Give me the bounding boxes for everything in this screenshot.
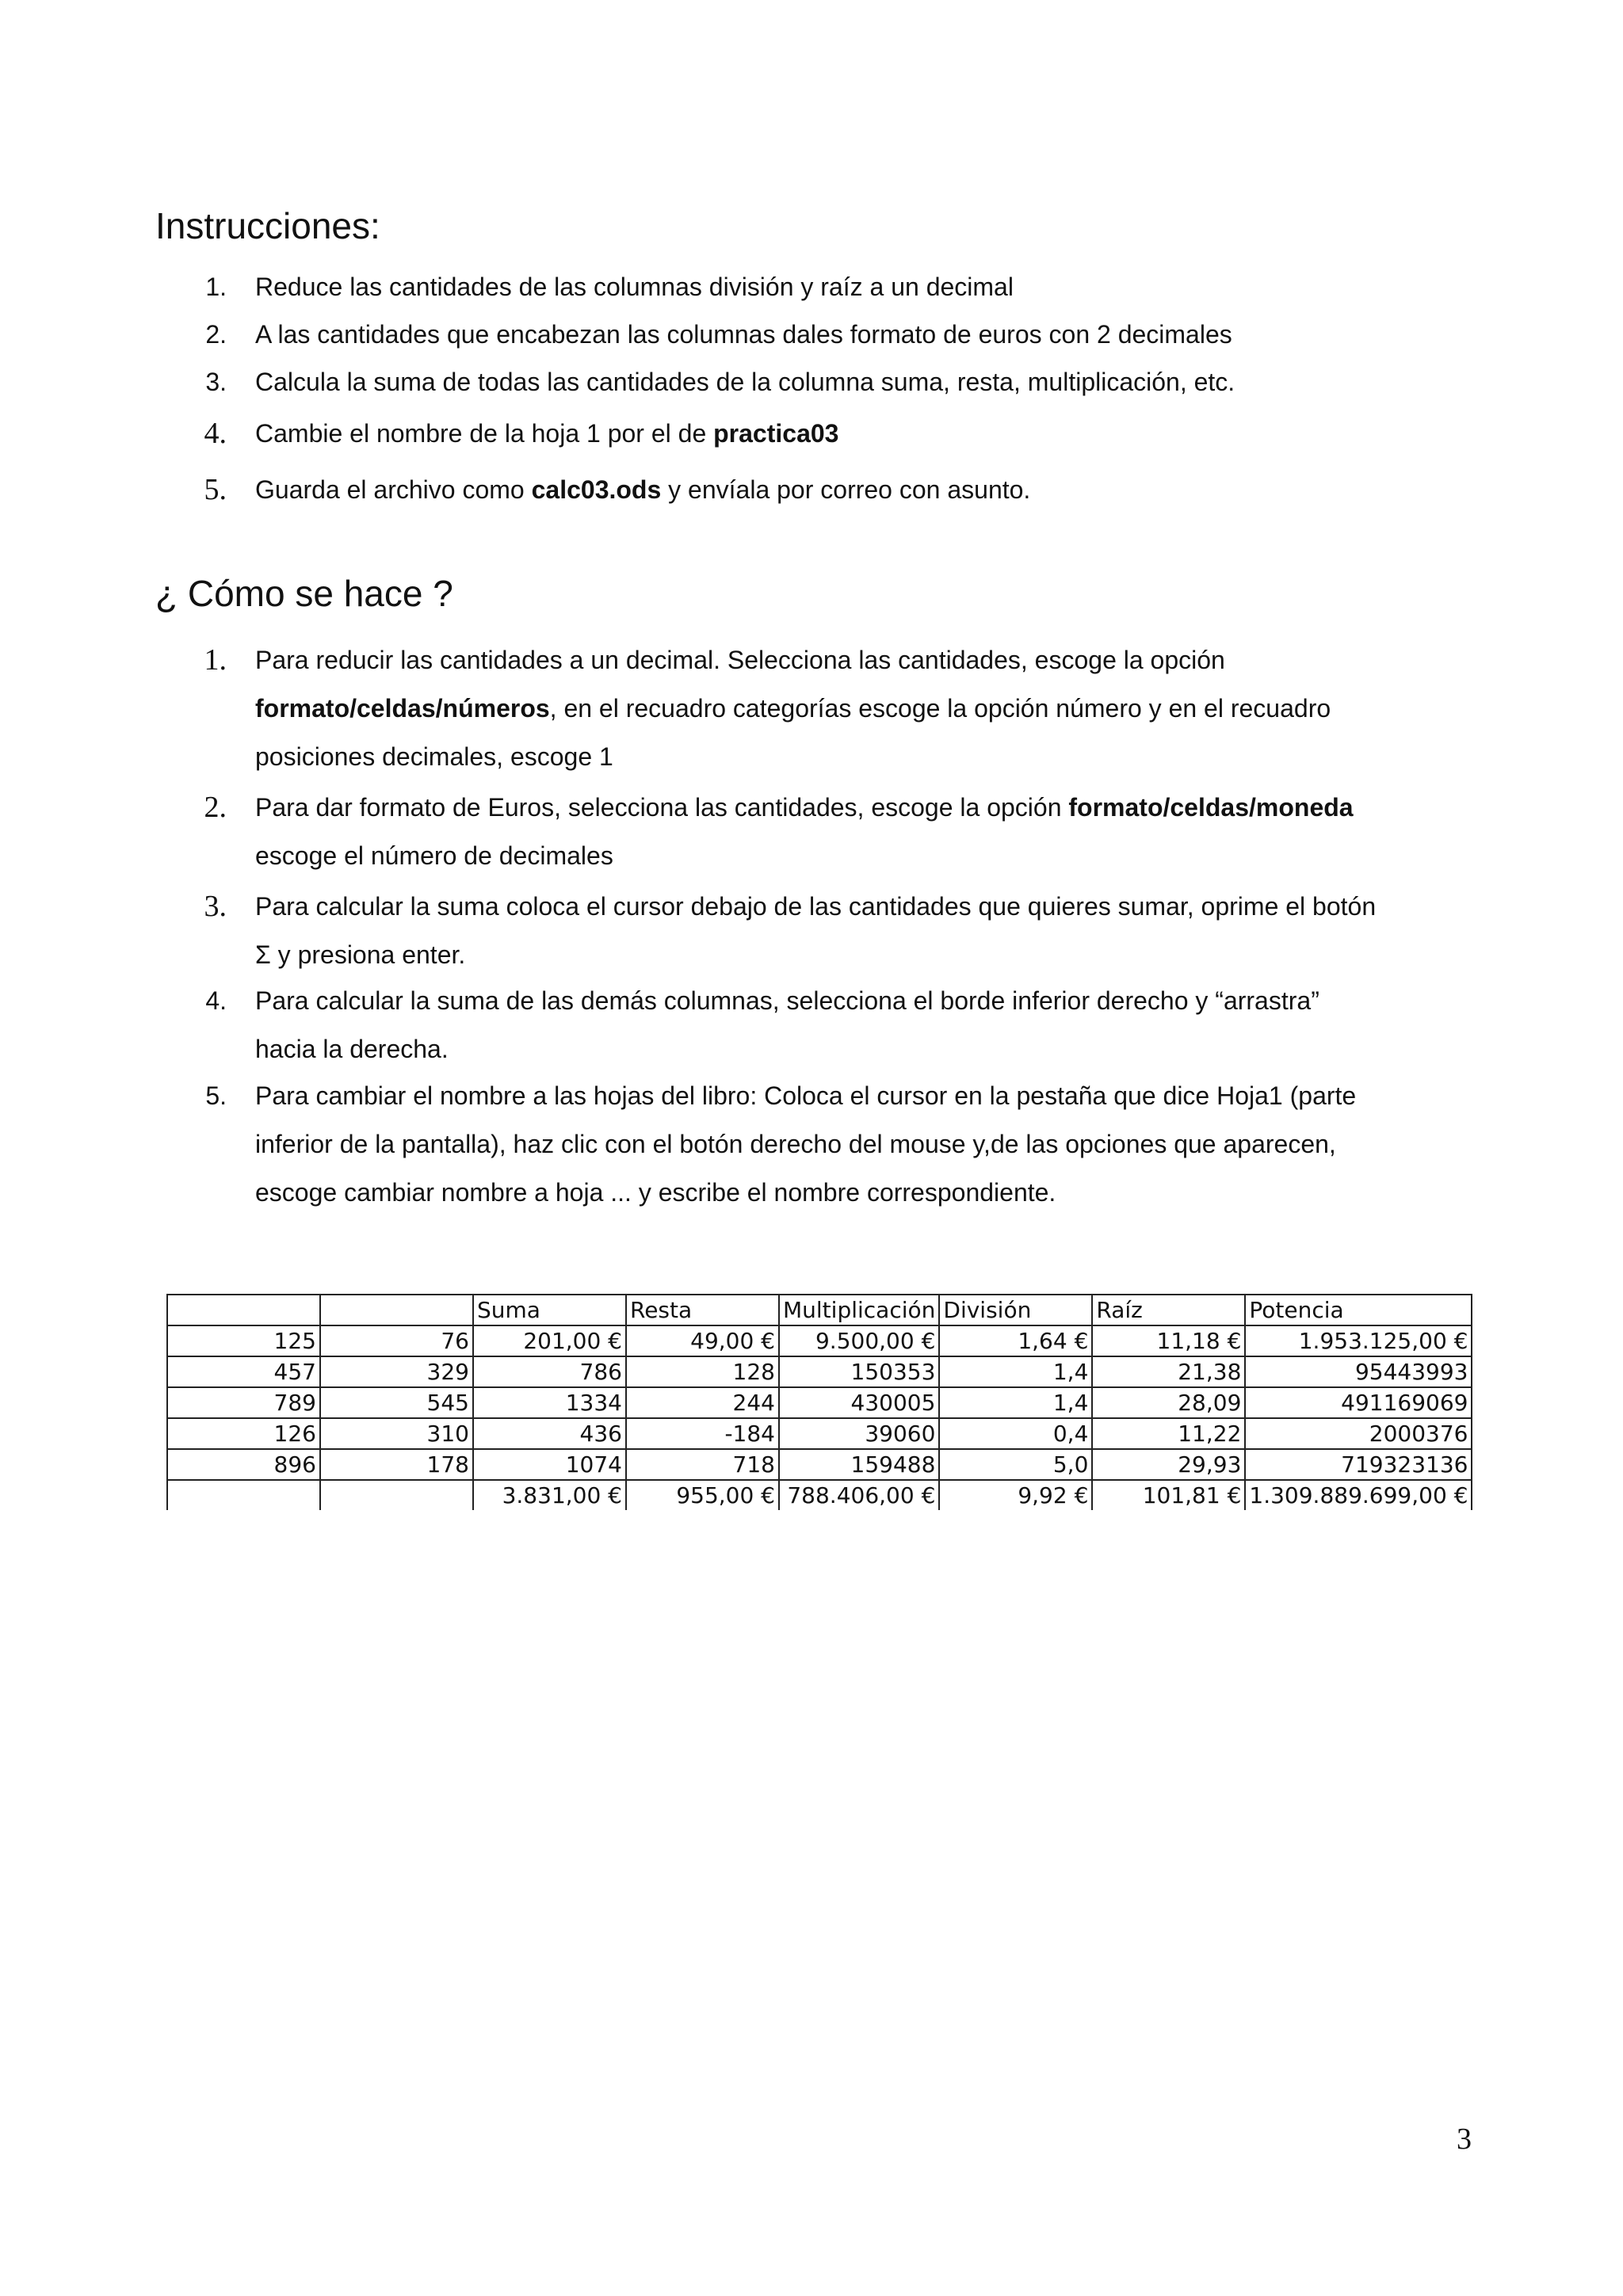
table-row (167, 1356, 1472, 1387)
table-cell: 1,64 € (939, 1325, 1092, 1356)
table-header-cell (167, 1295, 320, 1325)
list-line (255, 1120, 1491, 1169)
table-cell: 0,4 (939, 1418, 1092, 1449)
table-row (167, 1325, 1472, 1356)
list-text: A las cantidades que encabezan las columnas dales formato de euros con 2 decimales (255, 320, 1232, 349)
table-cell: -184 (626, 1418, 779, 1449)
list-line (255, 784, 1491, 832)
table-header-cell: División (939, 1295, 1092, 1325)
table-cell: 329 (320, 1356, 473, 1387)
list-text: Cambie el nombre de la hoja 1 por el de (255, 419, 714, 448)
spreadsheet-table (166, 1294, 1472, 1510)
list-line (255, 977, 1491, 1025)
table-header-cell: Suma (473, 1295, 626, 1325)
table-header-cell: Multiplicación (779, 1295, 939, 1325)
list-text: escoge cambiar nombre a hoja ... y escribe el nombre correspondiente. (255, 1178, 1056, 1207)
list-text: Calcula la suma de todas las cantidades de la columna suma, resta, multiplicación, etc. (255, 368, 1235, 396)
list-text: hacia la derecha. (255, 1035, 449, 1063)
table-cell: 310 (320, 1418, 473, 1449)
list-text: Para calcular la suma coloca el cursor debajo de las cantidades que quieres sumar, oprime el botón (255, 892, 1377, 921)
list-number: 5. (205, 1081, 227, 1110)
list-text: Para calcular la suma de las demás columnas, selecciona el borde inferior derecho y “arrastra” (255, 986, 1319, 1015)
table-cell: 955,00 € (626, 1480, 779, 1510)
table-cell: 491169069 (1245, 1387, 1472, 1418)
table-cell: 430005 (779, 1387, 939, 1418)
list-line (255, 636, 1491, 685)
table-cell: 436 (473, 1418, 626, 1449)
list-line (255, 733, 1491, 781)
howto-heading: ¿ Cómo se hace ? (155, 573, 453, 614)
list-text: Reduce las cantidades de las columnas división y raíz a un decimal (255, 273, 1014, 301)
page-number: 3 (1457, 2122, 1472, 2156)
instructions-heading: Instrucciones: (155, 205, 380, 246)
table-cell: 201,00 € (473, 1325, 626, 1356)
table-cell: 1074 (473, 1449, 626, 1480)
table-cell: 126 (167, 1418, 320, 1449)
list-number: 2. (205, 320, 227, 349)
list-line (255, 1072, 1491, 1120)
list-number: 1. (204, 643, 227, 677)
menu-path-bold: formato/celdas/números (255, 694, 550, 723)
list-line (255, 685, 1491, 733)
table-cell: 95443993 (1245, 1356, 1472, 1387)
table-cell: 1334 (473, 1387, 626, 1418)
list-text: Guarda el archivo como (255, 475, 532, 504)
table-header-cell: Raíz (1092, 1295, 1245, 1325)
table-cell: 9,92 € (939, 1480, 1092, 1510)
list-text: y envíala por correo con asunto. (661, 475, 1031, 504)
table-cell: 28,09 (1092, 1387, 1245, 1418)
list-number: 1. (205, 273, 227, 301)
table-cell: 1,4 (939, 1356, 1092, 1387)
table-row (167, 1418, 1472, 1449)
list-number: 4. (205, 986, 227, 1015)
list-text: inferior de la pantalla), haz clic con el botón derecho del mouse y,de las opciones que aparecen, (255, 1130, 1336, 1158)
list-text: Para reducir las cantidades a un decimal. Selecciona las cantidades, escoge la opción (255, 646, 1225, 674)
menu-path-bold: formato/celdas/moneda (1068, 793, 1354, 822)
table-header-cell: Potencia (1245, 1295, 1472, 1325)
table-cell: 9.500,00 € (779, 1325, 939, 1356)
list-number: 4. (204, 417, 227, 450)
table-cell: 788.406,00 € (779, 1480, 939, 1510)
table-cell: 49,00 € (626, 1325, 779, 1356)
list-number: 3. (205, 368, 227, 396)
table-row (167, 1387, 1472, 1418)
list-line (255, 883, 1491, 931)
table-cell (320, 1480, 473, 1510)
table-cell: 1.953.125,00 € (1245, 1325, 1472, 1356)
table-cell: 39060 (779, 1418, 939, 1449)
table-cell: 76 (320, 1325, 473, 1356)
list-line (255, 1025, 1491, 1074)
table-row (167, 1480, 1472, 1510)
table-row (167, 1449, 1472, 1480)
table-header-row (167, 1295, 1472, 1325)
list-number: 5. (204, 473, 227, 506)
table-cell: 101,81 € (1092, 1480, 1245, 1510)
table-cell: 244 (626, 1387, 779, 1418)
list-text: Para dar formato de Euros, selecciona las cantidades, escoge la opción (255, 793, 1069, 822)
list-text: Para cambiar el nombre a las hojas del libro: Coloca el cursor en la pestaña que dice Hoja1 (parte (255, 1081, 1357, 1110)
list-line (255, 1169, 1491, 1217)
table-cell: 21,38 (1092, 1356, 1245, 1387)
table-cell: 719323136 (1245, 1449, 1472, 1480)
sheet-name-bold: practica03 (713, 419, 839, 448)
table-cell: 178 (320, 1449, 473, 1480)
table-cell: 3.831,00 € (473, 1480, 626, 1510)
table-cell: 545 (320, 1387, 473, 1418)
table-cell: 1,4 (939, 1387, 1092, 1418)
list-text: Σ y presiona enter. (255, 940, 466, 969)
list-line (255, 931, 1491, 979)
table-cell: 789 (167, 1387, 320, 1418)
table-cell: 457 (167, 1356, 320, 1387)
table-cell: 128 (626, 1356, 779, 1387)
table-cell: 2000376 (1245, 1418, 1472, 1449)
table-cell (167, 1480, 320, 1510)
list-text: , en el recuadro categorías escoge la opción número y en el recuadro (549, 694, 1331, 723)
table-header-cell (320, 1295, 473, 1325)
table-cell: 11,18 € (1092, 1325, 1245, 1356)
table-header-cell: Resta (626, 1295, 779, 1325)
list-text: posiciones decimales, escoge 1 (255, 742, 613, 771)
list-text: escoge el número de decimales (255, 841, 613, 870)
list-line (255, 832, 1491, 880)
table-cell: 11,22 (1092, 1418, 1245, 1449)
list-number: 2. (204, 791, 227, 824)
table-cell: 786 (473, 1356, 626, 1387)
table-cell: 29,93 (1092, 1449, 1245, 1480)
table-cell: 5,0 (939, 1449, 1092, 1480)
filename-bold: calc03.ods (531, 475, 662, 504)
table-cell: 125 (167, 1325, 320, 1356)
table-cell: 1.309.889.699,00 € (1245, 1480, 1472, 1510)
table-cell: 159488 (779, 1449, 939, 1480)
list-number: 3. (204, 890, 227, 923)
table-cell: 150353 (779, 1356, 939, 1387)
table-cell: 718 (626, 1449, 779, 1480)
table-cell: 896 (167, 1449, 320, 1480)
